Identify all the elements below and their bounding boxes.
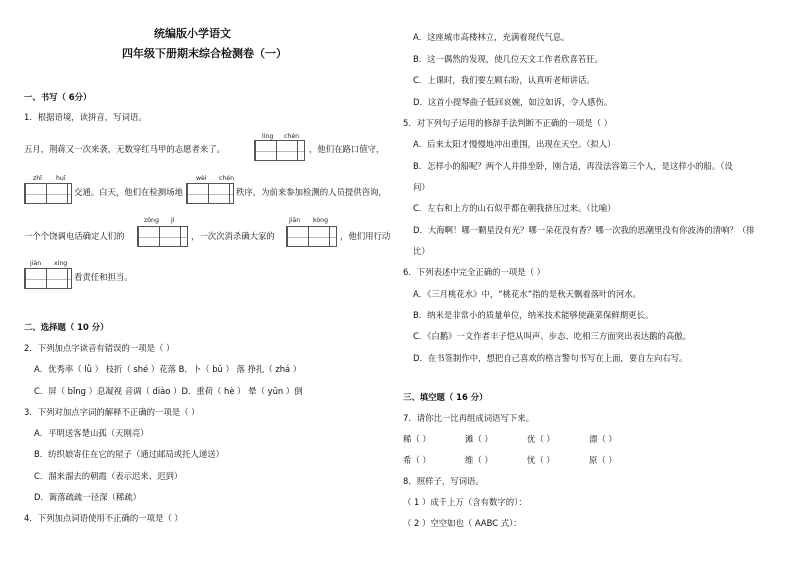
pinyin-kong: kòng — [313, 217, 328, 224]
answer-grid-weichen[interactable] — [186, 183, 234, 204]
pinyin-jian-2: jiàn — [30, 260, 42, 267]
question-6-option-b: B．纳米是非常小的质量单位，纳米技术能够使蔬菜保鲜期更长。 — [413, 310, 654, 320]
question-3-option-d: D．篱落疏疏一径深（稀疏） — [34, 492, 141, 502]
exam-title-subject: 统编版小学语文 — [154, 27, 231, 40]
pinyin-zhi: zhǐ — [33, 175, 42, 182]
question-3-prompt: 3．下列对加点字词的解释不正确的一项是（ ） — [24, 407, 200, 417]
pinyin-jian: jiān — [289, 217, 301, 224]
question-6-prompt: 6．下列表述中完全正确的一项是（ ） — [403, 267, 545, 277]
question-4-option-c: C．上课时，我们要左顾右盼，认真听老师讲话。 — [413, 75, 595, 85]
answer-grid-jianxing[interactable] — [24, 268, 72, 289]
section-heading-choice: 二、选择题（ 10 分） — [24, 322, 109, 332]
question-8-item-2: （ 2 ）空空如也（ AABC 式）： — [403, 518, 522, 528]
passage-line-1-end: ，他们在路口值守， — [309, 144, 385, 154]
question-5-option-d-wrap: 比） — [413, 246, 430, 256]
word-pair-blank[interactable]: 漂（ ） — [589, 434, 617, 444]
pinyin-zong: zōng — [144, 217, 159, 224]
question-5-option-c: C．左右和上方的山石似乎都在朝我挤压过来。（比喻） — [413, 203, 616, 213]
passage-line-3: 一个个饶调电话确定人们的 — [24, 231, 125, 241]
question-5-option-a: A．后来太阳才慢慢地冲出重围，出现在天空。（拟人） — [413, 139, 616, 149]
word-pair-blank[interactable]: 希（ ） — [403, 455, 431, 465]
question-5-option-b: B．怎样小的船呢？两个人并排坐卧，刚合适，再没法容第三个人，是这样小的船。（设 — [413, 161, 733, 171]
word-pair-blank[interactable]: 原（ ） — [589, 455, 617, 465]
section-heading-fill: 三、填空题（ 16 分） — [403, 392, 488, 402]
question-5-option-b-wrap: 问） — [413, 182, 430, 192]
passage-line-2: 交通。白天，他们在检测场地 — [74, 187, 183, 197]
section-heading-writing: 一、书写（ 6分） — [24, 92, 92, 102]
question-6-option-d: D．在书签制作中，想把自己喜欢的格言警句书写在上面，要自左向右写。 — [413, 353, 688, 363]
question-2-options-ab: A．优秀率（ lǜ ） 枝折（ shé ）花落 B．卜（ bǔ ） 落 挣扎（ zhá ） — [34, 364, 302, 374]
question-8-prompt: 8．照样子，写词语。 — [403, 476, 484, 486]
question-3-option-b: B．纺织娘寄住在它的屋子（通过邮局或托人递送） — [34, 449, 224, 459]
word-pair-blank[interactable]: 滩（ ） — [465, 434, 493, 444]
passage-line-2-end: 秩序，为前来参加检测的人员提供咨询， — [236, 187, 387, 197]
question-6-option-c: C．《白鹅》一文作者丰子恺从叫声、步态、吃相三方面突出表达鹅的高傲。 — [413, 331, 692, 341]
passage-line-3-end: ，他们用行动 — [340, 231, 391, 241]
word-pair-blank[interactable]: 维（ ） — [465, 455, 493, 465]
question-7-prompt: 7．请你比一比再组成词语写下来。 — [403, 413, 534, 423]
pinyin-chen-2: chén — [219, 175, 235, 182]
question-4-option-d: D．这首小提琴曲子低回哀婉，如泣如诉，令人感伤。 — [413, 97, 613, 107]
question-5-prompt: 5．对下列句子运用的修辞手法判断不正确的一项是（ ） — [403, 118, 612, 128]
question-6-option-a: A．《三月桃花水》中，“桃花水”指的是秋天飘着落叶的河水。 — [413, 289, 641, 299]
question-3-option-a: A．平明送客楚山孤（天刚亮） — [34, 428, 149, 438]
answer-grid-zhihui[interactable] — [24, 183, 72, 204]
question-4-option-a: A．这座城市高楼林立，充满着现代气息。 — [413, 32, 570, 42]
passage-line-1: 五月，荆蒋又一次来袭，无数穿红马甲的志愿者来了。 — [24, 144, 225, 154]
passage-line-3-mid: ，一次次消杀确大家的 — [191, 231, 275, 241]
question-4-option-b: B．这一偶然的发现，使几位天文工作者欣喜若狂。 — [413, 54, 603, 64]
answer-grid-zongji[interactable] — [137, 226, 188, 247]
word-pair-blank[interactable]: 忧（ ） — [527, 455, 555, 465]
exam-title-name: 四年级下册期末综合检测卷（一） — [122, 47, 287, 60]
pinyin-ji: jì — [171, 217, 175, 224]
question-5-option-d: D．大海啊！哪一颗星没有光？哪一朵花没有香？哪一次我的思潮里没有你波涛的清响？（排 — [413, 225, 755, 235]
question-1-prompt: 1．根据语境，读拼音，写词语。 — [24, 112, 147, 122]
question-8-item-1: （ 1 ）成千上万（含有数字的）： — [403, 497, 527, 507]
pinyin-chen: chén — [284, 133, 300, 140]
question-2-prompt: 2．下列加点字读音有错误的一项是（ ） — [24, 343, 175, 353]
pinyin-wei: wèi — [196, 175, 207, 182]
question-3-option-c: C．溜来溜去的朝霞（表示迟来、迟到） — [34, 471, 183, 481]
passage-line-4: 看责任和担当。 — [74, 272, 133, 282]
answer-grid-lingchen[interactable] — [254, 140, 305, 161]
pinyin-xing: xíng — [54, 260, 68, 267]
word-pair-blank[interactable]: 优（ ） — [527, 434, 555, 444]
question-2-options-cd: C．屏（ bǐng ）息凝视 音调（ diào ）D．重荷（ hè ） 晕（ yūn ）倒 — [34, 386, 303, 396]
pinyin-ling: líng — [262, 133, 274, 140]
question-4-prompt: 4．下列加点词语使用不正确的一项是（ ） — [24, 513, 183, 523]
pinyin-hui: huī — [56, 175, 66, 182]
word-pair-blank[interactable]: 稀（ ） — [403, 434, 431, 444]
answer-grid-jiankong[interactable] — [286, 226, 337, 247]
